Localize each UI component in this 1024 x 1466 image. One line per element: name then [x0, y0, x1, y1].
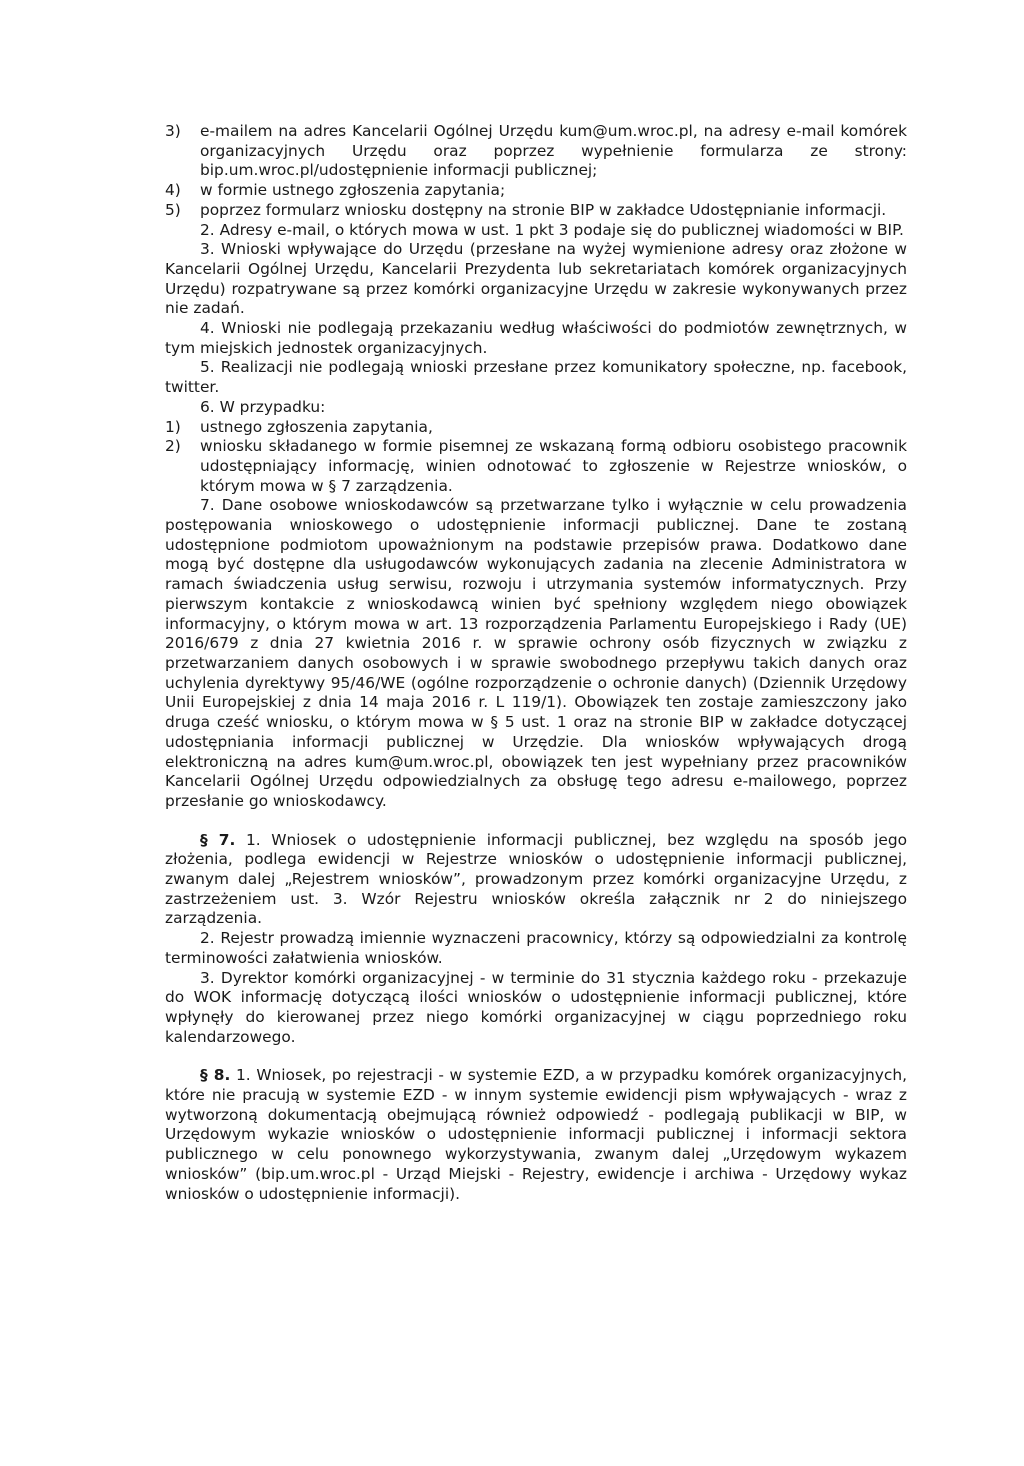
section-7-paragraph-1	[165, 831, 907, 930]
paragraph-7: 7. Dane osobowe wnioskodawców są przetwarzane tylko i wyłącznie w celu prowadzenia postępowania wnioskowego o udostępnienie informacji publicznej. Dane te zostaną udostępnione podmiotom upoważnionym na podstawie przepisów prawa. Dodatkowo dane mogą być dostępne dla usługodawców wykonujących zadania na zlecenie Administratora w ramach świadczenia usług serwisu, rozwoju i utrzymania systemów informatycznych. Przy pierwszym kontakcie z wnioskodawcą winien być spełniony względem niego obowiązek informacyjny, o którym mowa w art. 13 rozporządzenia Parlamentu Europejskiego i Rady (UE) 2016/679 z dnia 27 kwietnia 2016 r. w sprawie ochrony osób fizycznych w związku z przetwarzaniem danych osobowych i w sprawie swobodnego przepływu takich danych oraz uchylenia dyrektywy 95/46/WE (ogólne rozporządzenie o ochronie danych) (Dziennik Urzędowy Unii Europejskiej z dnia 14 maja 2016 r. L 119/1). Obowiązek ten zostaje zamieszczony jako druga cześć wniosku, o którym mowa w § 5 ust. 1 oraz na stronie BIP w zakładce dotyczącej udostępniania informacji publicznej w Urzędzie. Dla wniosków wpływających drogą elektroniczną na adres kum@um.wroc.pl, obowiązek ten jest wypełniany przez pracowników Kancelarii Ogólnej Urzędu odpowiedzialnych za obsługę tego adresu e-mailowego, poprzez przesłanie go wnioskodawcy.	[165, 496, 907, 810]
section-7-mark: § 7.	[200, 830, 236, 849]
section-7-text: 1. Wniosek o udostępnienie informacji publicznej, bez względu na sposób jego złożenia, podlega ewidencji w Rejestrze wniosków o udostępnienie informacji publicznej, zwanym dalej „Rejestrem wniosków”, prowadzonym przez komórki organizacyjne Urzędu, z zastrzeżeniem ust. 3. Wzór Rejestru wniosków określa załącznik nr 2 do niniejszego zarządzenia.	[165, 830, 908, 928]
section-8-paragraph-1	[165, 1066, 907, 1204]
section-7-paragraph-2: 2. Rejestr prowadzą imiennie wyznaczeni pracownicy, którzy są odpowiedzialni za kontrolę terminowości załatwienia wniosków.	[165, 929, 907, 967]
list-text: w formie ustnego zgłoszenia zapytania;	[200, 181, 506, 200]
list-number: 2)	[165, 437, 181, 456]
document-body	[165, 122, 907, 1204]
list-text: wniosku składanego w formie pisemnej ze wskazaną formą odbioru osobistego pracownik udostępniający informację, winien odnotować to zgłoszenie w Rejestrze wniosków, o którym mowa w § 7 zarządzenia.	[200, 437, 907, 495]
list-number: 5)	[165, 200, 181, 219]
section-8-text: 1. Wniosek, po rejestracji - w systemie EZD, a w przypadku komórek organizacyjnych, które nie pracują w systemie EZD - w innym systemie ewidencji pism wpływających - wraz z wytworzoną dokumentacją obejmującą również odpowiedź - podlegają publikacji w BIP, w Urzędowym wykazie wniosków o udostępnienie informacji publicznej i informacji sektora publicznego w celu ponownego wykorzystywania, zwanym dalej „Urzędowym wykazem wniosków” (bip.um.wroc.pl - Urząd Miejski - Rejestry, ewidencje i archiwa - Urzędowy wykaz wniosków o udostępnienie informacji).	[165, 1066, 907, 1203]
list-number: 1)	[165, 417, 181, 436]
paragraph-4: 4. Wnioski nie podlegają przekazaniu według właściwości do podmiotów zewnętrznych, w tym miejskich jednostek organizacyjnych.	[165, 319, 907, 357]
section-8-mark: § 8.	[200, 1066, 231, 1085]
list-item-6-1	[165, 418, 907, 438]
paragraph-6: 6. W przypadku:	[200, 397, 326, 416]
paragraph-3: 3. Wnioski wpływające do Urzędu (przesłane na wyżej wymienione adresy oraz złożone w Kancelarii Ogólnej Urzędu, Kancelarii Prezydenta lub sekretariatach komórek organizacyjnych Urzędu) rozpatrywane są przez komórki organizacyjne Urzędu w zakresie wykonywanych przez nie zadań.	[165, 240, 907, 318]
paragraph-2: 2. Adresy e-mail, o których mowa w ust. 1 pkt 3 podaje się do publicznej wiadomości w BIP.	[200, 220, 904, 239]
list-text: ustnego zgłoszenia zapytania,	[200, 417, 433, 436]
list-item-4	[165, 181, 907, 201]
list-item-6-2	[165, 437, 907, 496]
list-number: 4)	[165, 181, 181, 200]
list-item-3	[165, 122, 907, 181]
list-text: e-mailem na adres Kancelarii Ogólnej Urzędu kum@um.wroc.pl, na adresy e-mail komórek organizacyjnych Urzędu oraz poprzez wypełnienie formularza ze strony: bip.um.wroc.pl/udostępnienie informacji publicznej;	[200, 122, 907, 180]
list-item-5	[165, 201, 907, 221]
section-7-paragraph-3: 3. Dyrektor komórki organizacyjnej - w terminie do 31 stycznia każdego roku - przekazuje do WOK informację dotyczącą ilości wniosków o udostępnienie informacji publicznej, które wpłynęły do kierowanej przez niego komórki organizacyjnej w ciągu poprzedniego roku kalendarzowego.	[165, 968, 907, 1046]
list-number: 3)	[165, 122, 181, 140]
list-text: poprzez formularz wniosku dostępny na stronie BIP w zakładce Udostępnianie informacji.	[200, 200, 887, 219]
paragraph-5: 5. Realizacji nie podlegają wnioski przesłane przez komunikatory społeczne, np. facebook, twitter.	[165, 358, 907, 397]
